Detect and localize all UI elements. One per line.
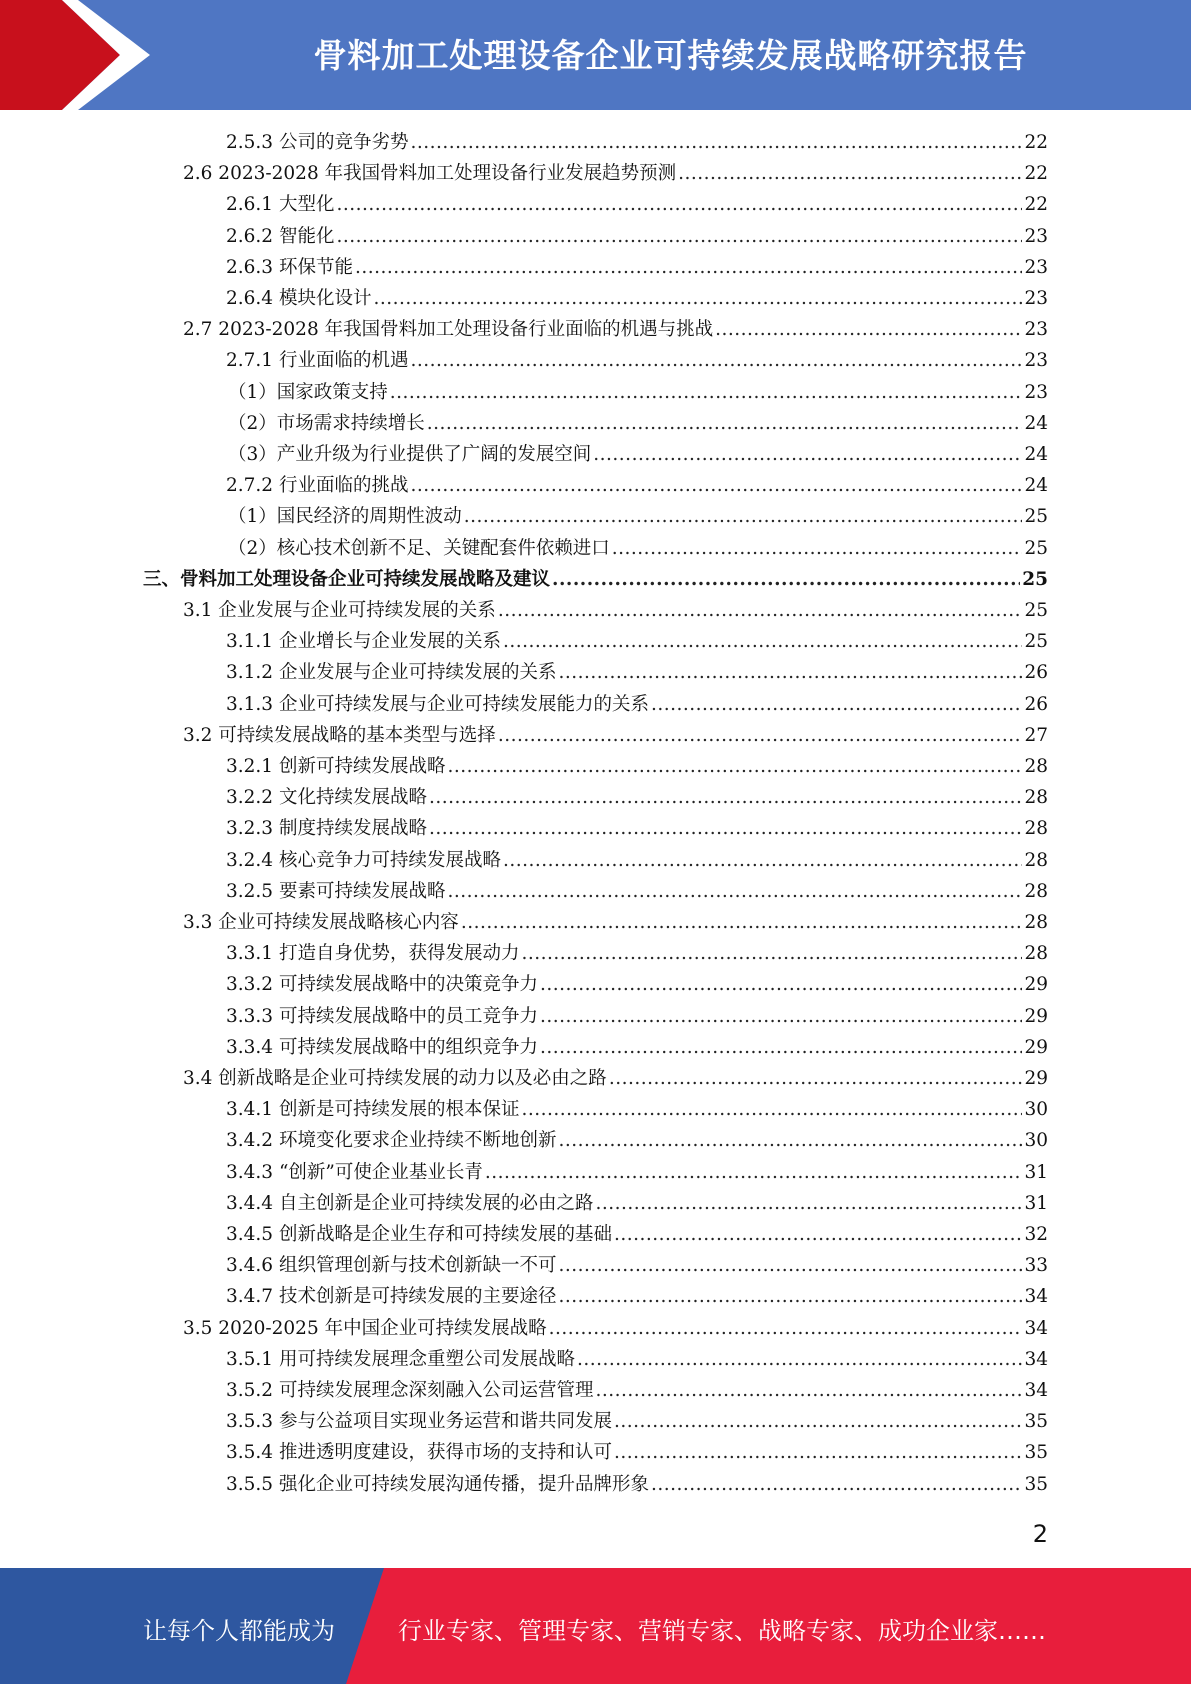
- toc-entry-title: 2.7.1 行业面临的机遇: [226, 350, 409, 372]
- toc-entry-title: 三、骨料加工处理设备企业可持续发展战略及建议: [143, 568, 551, 590]
- toc-entry[interactable]: [226, 1375, 1048, 1406]
- toc-entry[interactable]: [226, 1281, 1048, 1312]
- footer-slogan-left: 让每个人都能成为: [143, 1617, 335, 1645]
- toc-dot-leader: [429, 813, 1022, 844]
- toc-entry-title: 3.1 企业发展与企业可持续发展的关系: [183, 600, 496, 621]
- toc-dot-leader: [552, 564, 1020, 595]
- toc-dot-leader: [715, 314, 1022, 345]
- toc-entry-title: 3.2.1 创新可持续发展战略: [226, 756, 446, 777]
- toc-entry-page: 25: [1024, 506, 1048, 528]
- toc-entry[interactable]: [226, 845, 1048, 876]
- toc-entry-title: 3.3.4 可持续发展战略中的组织竞争力: [226, 1036, 538, 1058]
- toc-dot-leader: [577, 1344, 1022, 1375]
- toc-entry-page: 28: [1024, 787, 1048, 809]
- toc-entry[interactable]: [226, 1094, 1048, 1125]
- toc-entry[interactable]: [183, 158, 1048, 189]
- toc-entry[interactable]: [226, 470, 1048, 501]
- toc-entry-title: 2.6 2023-2028 年我国骨料加工处理设备行业发展趋势预测: [183, 163, 677, 185]
- toc-entry-title: 3.5.2 可持续发展理念深刻融入公司运营管理: [226, 1380, 594, 1401]
- toc-entry[interactable]: [226, 1188, 1048, 1219]
- toc-entry-title: 3.5.1 用可持续发展理念重塑公司发展战略: [226, 1348, 575, 1370]
- toc-entry-title: 3.1.2 企业发展与企业可持续发展的关系: [226, 662, 557, 684]
- toc-entry-title: 3.4.4 自主创新是企业可持续发展的必由之路: [226, 1192, 594, 1214]
- toc-entry[interactable]: [183, 1313, 1048, 1344]
- page-footer: [0, 1568, 1191, 1684]
- toc-entry[interactable]: [226, 345, 1048, 376]
- toc-entry-title: 2.6.4 模块化设计: [226, 288, 372, 309]
- toc-dot-leader: [614, 1437, 1022, 1468]
- toc-entry-page: 29: [1024, 1036, 1048, 1058]
- toc-entry-title: （3）产业升级为行业提供了广阔的发展空间: [228, 444, 592, 465]
- toc-entry-title: 3.1.3 企业可持续发展与企业可持续发展能力的关系: [226, 693, 649, 715]
- toc-dot-leader: [521, 1094, 1022, 1125]
- toc-dot-leader: [503, 626, 1022, 657]
- toc-entry-title: 3.3.3 可持续发展战略中的员工竞争力: [226, 1005, 538, 1027]
- toc-dot-leader: [429, 782, 1022, 813]
- toc-entry[interactable]: [226, 1157, 1048, 1188]
- toc-dot-leader: [540, 969, 1022, 1000]
- toc-entry-page: 22: [1024, 132, 1048, 153]
- toc-entry-page: 29: [1024, 1068, 1048, 1089]
- toc-entry-page: 35: [1024, 1411, 1048, 1433]
- toc-dot-leader: [336, 189, 1022, 220]
- page-header: [0, 0, 1191, 110]
- toc-entry-title: 3.4.2 环境变化要求企业持续不断地创新: [226, 1130, 557, 1152]
- toc-dot-leader: [614, 1219, 1022, 1250]
- toc-dot-leader: [678, 158, 1022, 189]
- toc-entry[interactable]: [226, 969, 1048, 1000]
- toc-entry[interactable]: [226, 689, 1048, 720]
- toc-entry-title: （1）国民经济的周期性波动: [228, 506, 462, 528]
- toc-entry[interactable]: [183, 314, 1048, 345]
- toc-entry-page: 29: [1024, 1005, 1048, 1027]
- toc-entry[interactable]: [226, 1437, 1048, 1468]
- toc-dot-leader: [651, 1469, 1022, 1500]
- toc-dot-leader: [540, 1001, 1022, 1032]
- toc-entry-title: 3.2 可持续发展战略的基本类型与选择: [183, 724, 496, 746]
- toc-entry-page: 23: [1024, 225, 1048, 247]
- report-title: 骨料加工处理设备企业可持续发展战略研究报告: [313, 36, 1028, 75]
- toc-dot-leader: [549, 1313, 1023, 1344]
- toc-dot-leader: [558, 1250, 1022, 1281]
- toc-entry[interactable]: [228, 501, 1048, 532]
- toc-entry-title: 2.7.2 行业面临的挑战: [226, 475, 409, 497]
- toc-dot-leader: [595, 1188, 1022, 1219]
- toc-entry-title: 2.6.2 智能化: [226, 225, 335, 247]
- toc-entry-page: 23: [1024, 350, 1048, 372]
- toc-entry[interactable]: [228, 533, 1048, 564]
- toc-entry-page: 31: [1024, 1161, 1048, 1183]
- toc-dot-leader: [558, 1125, 1022, 1156]
- toc-entry-page: 33: [1024, 1255, 1048, 1277]
- toc-entry-page: 23: [1024, 288, 1048, 309]
- toc-entry-page: 34: [1024, 1286, 1048, 1308]
- toc-entry-page: 24: [1024, 475, 1048, 497]
- toc-entry-page: 34: [1024, 1380, 1048, 1401]
- toc-entry-page: 29: [1024, 974, 1048, 996]
- toc-entry-title: 3.4.3 “创新”可使企业基业长青: [226, 1161, 483, 1183]
- toc-entry[interactable]: [226, 813, 1048, 844]
- toc-entry[interactable]: [226, 283, 1048, 314]
- toc-entry-title: （1）国家政策支持: [228, 381, 388, 403]
- toc-entry[interactable]: [226, 127, 1048, 158]
- toc-entry-page: 32: [1024, 1224, 1048, 1245]
- toc-entry-title: 3.3 企业可持续发展战略核心内容: [183, 912, 459, 933]
- toc-dot-leader: [410, 470, 1022, 501]
- toc-entry-title: 3.3.1 打造自身优势，获得发展动力: [226, 943, 520, 965]
- toc-entry-title: 3.4 创新战略是企业可持续发展的动力以及必由之路: [183, 1068, 607, 1089]
- toc-dot-leader: [595, 1375, 1022, 1406]
- toc-entry-title: 3.4.6 组织管理创新与技术创新缺一不可: [226, 1255, 557, 1277]
- toc-dot-leader: [461, 907, 1023, 938]
- toc-entry-page: 30: [1024, 1099, 1048, 1121]
- toc-dot-leader: [447, 876, 1022, 907]
- toc-entry-page: 25: [1024, 631, 1048, 653]
- toc-entry[interactable]: [226, 1250, 1048, 1281]
- page-number: 2: [1032, 1520, 1048, 1548]
- toc-entry-page: 23: [1024, 381, 1048, 403]
- toc-dot-leader: [540, 1032, 1022, 1063]
- toc-entry-title: 2.6.1 大型化: [226, 194, 335, 216]
- toc-entry[interactable]: [226, 782, 1048, 813]
- toc-entry[interactable]: [226, 1344, 1048, 1375]
- toc-chapter-entry[interactable]: [143, 564, 1048, 595]
- toc-dot-leader: [614, 1406, 1022, 1437]
- toc-entry[interactable]: [228, 408, 1048, 439]
- toc-entry-page: 35: [1024, 1442, 1048, 1464]
- toc-entry[interactable]: [226, 751, 1048, 782]
- toc-entry[interactable]: [228, 377, 1048, 408]
- toc-entry[interactable]: [226, 189, 1048, 220]
- footer-slogan-right: 行业专家、管理专家、营销专家、战略专家、成功企业家……: [398, 1617, 1046, 1645]
- toc-entry-title: 3.4.7 技术创新是可持续发展的主要途径: [226, 1286, 557, 1308]
- toc-dot-leader: [612, 533, 1023, 564]
- toc-entry-title: 3.5 2020-2025 年中国企业可持续发展战略: [183, 1317, 547, 1339]
- toc-dot-leader: [503, 845, 1022, 876]
- toc-entry[interactable]: [226, 938, 1048, 969]
- toc-dot-leader: [355, 252, 1023, 283]
- toc-entry-page: 25: [1022, 568, 1048, 590]
- toc-entry-page: 23: [1024, 319, 1048, 341]
- toc-dot-leader: [498, 595, 1023, 626]
- toc-entry-page: 28: [1024, 880, 1048, 902]
- toc-entry-title: 3.4.5 创新战略是企业生存和可持续发展的基础: [226, 1224, 612, 1245]
- toc-dot-leader: [593, 439, 1022, 470]
- toc-entry-page: 28: [1024, 756, 1048, 777]
- toc-entry-page: 24: [1024, 412, 1048, 434]
- toc-entry[interactable]: [228, 439, 1048, 470]
- toc-entry-page: 26: [1024, 693, 1048, 715]
- toc-entry-title: 3.5.5 强化企业可持续发展沟通传播，提升品牌形象: [226, 1473, 649, 1495]
- toc-entry-page: 23: [1024, 256, 1048, 278]
- toc-dot-leader: [498, 720, 1023, 751]
- toc-entry-page: 22: [1024, 194, 1048, 216]
- toc-entry-title: （2）核心技术创新不足、关键配套件依赖进口: [228, 537, 610, 559]
- toc-entry-page: 34: [1024, 1317, 1048, 1339]
- toc-dot-leader: [373, 283, 1022, 314]
- toc-entry[interactable]: [226, 1032, 1048, 1063]
- toc-dot-leader: [410, 345, 1022, 376]
- toc-entry-page: 28: [1024, 943, 1048, 965]
- toc-dot-leader: [651, 689, 1022, 720]
- toc-entry[interactable]: [183, 595, 1048, 626]
- toc-entry-title: 3.2.3 制度持续发展战略: [226, 818, 427, 840]
- toc-entry-page: 28: [1024, 818, 1048, 840]
- toc-entry[interactable]: [226, 1125, 1048, 1156]
- toc-entry-title: 3.4.1 创新是可持续发展的根本保证: [226, 1099, 520, 1121]
- toc-dot-leader: [609, 1063, 1023, 1094]
- toc-entry-title: 3.1.1 企业增长与企业发展的关系: [226, 631, 501, 653]
- toc-entry-title: 3.2.2 文化持续发展战略: [226, 787, 427, 809]
- toc-entry-title: 3.5.3 参与公益项目实现业务运营和谐共同发展: [226, 1411, 612, 1433]
- toc-dot-leader: [485, 1157, 1023, 1188]
- toc-entry-page: 30: [1024, 1130, 1048, 1152]
- toc-entry-title: 2.5.3 公司的竞争劣势: [226, 132, 409, 153]
- toc-dot-leader: [410, 127, 1022, 158]
- toc-entry-page: 27: [1024, 724, 1048, 746]
- toc-entry-page: 25: [1024, 537, 1048, 559]
- toc-entry-page: 22: [1024, 163, 1048, 185]
- toc-entry-page: 28: [1024, 912, 1048, 933]
- toc-dot-leader: [390, 377, 1023, 408]
- toc-entry[interactable]: [226, 1219, 1048, 1250]
- toc-entry-page: 25: [1024, 600, 1048, 621]
- toc-entry-page: 34: [1024, 1348, 1048, 1370]
- toc-entry-page: 24: [1024, 444, 1048, 465]
- toc-entry[interactable]: [183, 907, 1048, 938]
- toc-dot-leader: [447, 751, 1022, 782]
- toc-entry-page: 26: [1024, 662, 1048, 684]
- toc-entry-title: 3.2.4 核心竞争力可持续发展战略: [226, 849, 501, 871]
- toc-entry-page: 31: [1024, 1192, 1048, 1214]
- toc-entry[interactable]: [226, 252, 1048, 283]
- toc-entry-title: 3.5.4 推进透明度建设，获得市场的支持和认可: [226, 1442, 612, 1464]
- toc-entry[interactable]: [226, 626, 1048, 657]
- toc-dot-leader: [521, 938, 1022, 969]
- toc-entry[interactable]: [226, 1469, 1048, 1500]
- toc-entry[interactable]: [183, 1063, 1048, 1094]
- toc-entry[interactable]: [226, 657, 1048, 688]
- toc-entry-title: （2）市场需求持续增长: [228, 412, 425, 434]
- toc-entry[interactable]: [183, 720, 1048, 751]
- toc-entry[interactable]: [226, 1406, 1048, 1437]
- toc-entry[interactable]: [226, 876, 1048, 907]
- toc-entry-title: 3.2.5 要素可持续发展战略: [226, 880, 446, 902]
- toc-entry[interactable]: [226, 1001, 1048, 1032]
- toc-entry-page: 28: [1024, 849, 1048, 871]
- toc-dot-leader: [558, 1281, 1022, 1312]
- toc-dot-leader: [336, 221, 1022, 252]
- toc-dot-leader: [427, 408, 1023, 439]
- toc-dot-leader: [464, 501, 1023, 532]
- toc-entry-title: 2.7 2023-2028 年我国骨料加工处理设备行业面临的机遇与挑战: [183, 319, 714, 341]
- toc-entry-title: 2.6.3 环保节能: [226, 256, 353, 278]
- toc-dot-leader: [558, 657, 1022, 688]
- toc-entry[interactable]: [226, 221, 1048, 252]
- toc-entry-title: 3.3.2 可持续发展战略中的决策竞争力: [226, 974, 538, 996]
- toc-entry-page: 35: [1024, 1473, 1048, 1495]
